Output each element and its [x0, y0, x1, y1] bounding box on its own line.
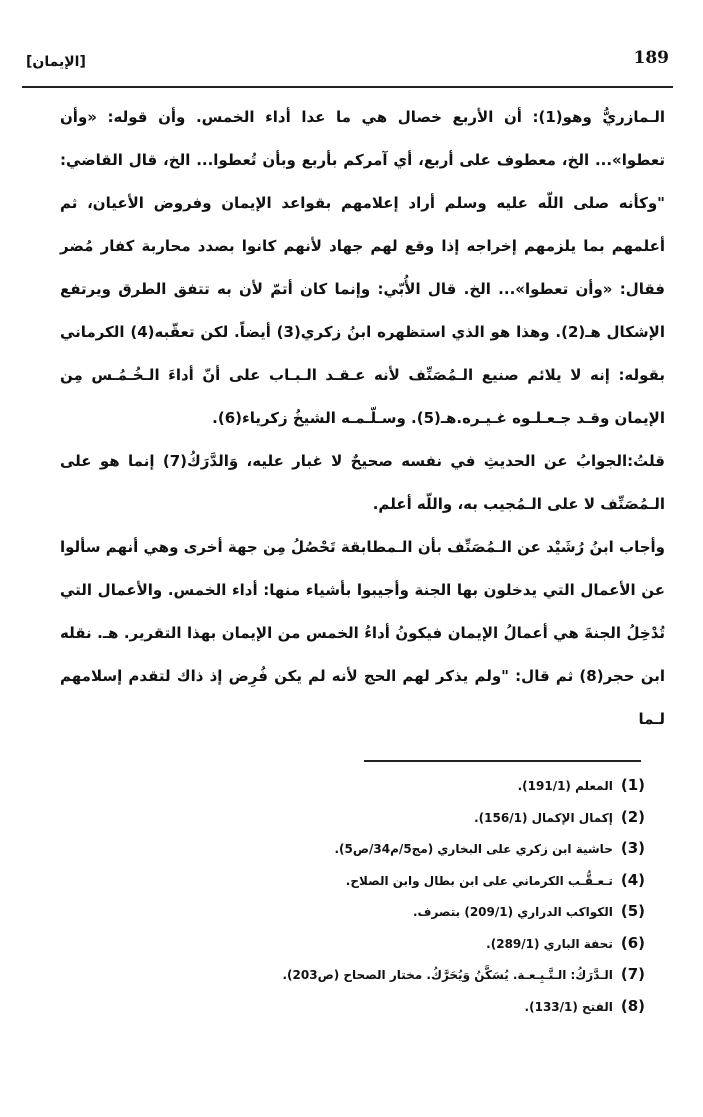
footnote-number: (8) [620, 996, 645, 1015]
footnote-text: حاشية ابن زكري على البخاري (مج5/م34/ص5). [334, 842, 613, 856]
footnote-number: (7) [620, 965, 645, 983]
footnote [45, 991, 645, 1023]
running-head: [الإيمان] [26, 54, 86, 70]
footnote-number: (6) [620, 933, 645, 952]
footnote-divider [364, 760, 641, 762]
footnote-text: تحفة الباري (289/1). [486, 936, 613, 951]
footnote-text: الـدَّرَكُ: الـتَّـبِـعـة. يُسَكَّنُ وَيُحَرَّكُ. مختار الصحاح (ص203). [282, 968, 613, 982]
footnote-text: الفتح (133/1). [524, 999, 613, 1014]
footnote [45, 865, 645, 897]
footnote [45, 802, 645, 834]
footnote [45, 959, 645, 991]
footnote-number: (2) [620, 807, 645, 826]
footnote [45, 928, 645, 960]
page-header [22, 46, 673, 88]
footnote-text: إكمال الإكمال (156/1). [474, 810, 613, 825]
footnote [45, 833, 645, 865]
footnote-text: المعلم (191/1). [517, 779, 613, 793]
paragraph: الـمازريُّ وهو(1): أن الأربع خصال هي ما عدا أداء الخمس. وأن قوله: «وأن تعطوا»... الخ، معطوف على أربع، أي آمركم بأربع وبأن تُعطوا... الخ، قال القاضي: "وكأنه صلى اللّه عليه وسلم أراد إعلامهم بقواعد الإيمان وفروض الأعيان، ثم أعلمهم بما يلزمهم إخراجه إذا وقع لهم جهاد لأنهم كانوا بصدد محاربة كفار مُضر فقال: «وأن تعطوا»... الخ. قال الأُبّي: وإنما كان أتمّ لأن به تتفق الطرق ويرتفع الإشكال هـ(2). وهذا هو الذي استظهره ابنُ زكري(3) أيضاً. لكن تعقّبه(4) الكرماني بقوله: إنه لا يلائم صنيع الـمُصَنِّف لأنه عـقـد الـبـاب على أنّ أداءَ الـخُـمُـس مِن الإيمان وقـد جـعـلـوه غـيـره.هـ(5). وسـلّـمـه الشيخُ زكرياء(6). [60, 108, 665, 427]
footnotes-list [45, 770, 645, 1022]
footnote-text: تـعـقُّـب الكرماني على ابن بطال وابن الصلاح. [345, 873, 613, 888]
page-number: 189 [633, 48, 669, 68]
footnote-number: (3) [620, 839, 645, 857]
paragraph: قلتُ:الجوابُ عن الحديثِ في نفسه صحيحٌ لا غبار عليه، وَالدَّرَكُ(7) إنما هو على الـمُصَنِّف لا على الـمُجيب به، واللّه أعلم. [60, 452, 665, 513]
footnote [45, 770, 645, 802]
footnote-number: (1) [620, 776, 645, 794]
main-text [60, 96, 665, 741]
paragraph: وأجاب ابنُ رُشَيْد عن الـمُصَنِّف بأن الـمطابقة تَحْصُلُ مِن جهة أخرى وهي أنهم سألوا عن الأعمال التي يدخلون بها الجنة وأجيبوا بأشياء منها: أداء الخمس. والأعمال التي تُدْخِلُ الجنةَ هي أعمالُ الإيمان فيكونُ أداءُ الخمس من الإيمان بهذا التقرير. هـ. نقله ابن حجر(8) ثم قال: "ولم يذكر لهم الحج لأنه لم يكن فُرِض إذ ذاك لتقدم إسلامهم لـما [60, 538, 665, 728]
footnote [45, 896, 645, 928]
footnote-text: الكواكب الدراري (209/1) بتصرف. [412, 905, 613, 919]
footnote-number: (4) [620, 870, 645, 889]
footnote-number: (5) [620, 902, 645, 920]
